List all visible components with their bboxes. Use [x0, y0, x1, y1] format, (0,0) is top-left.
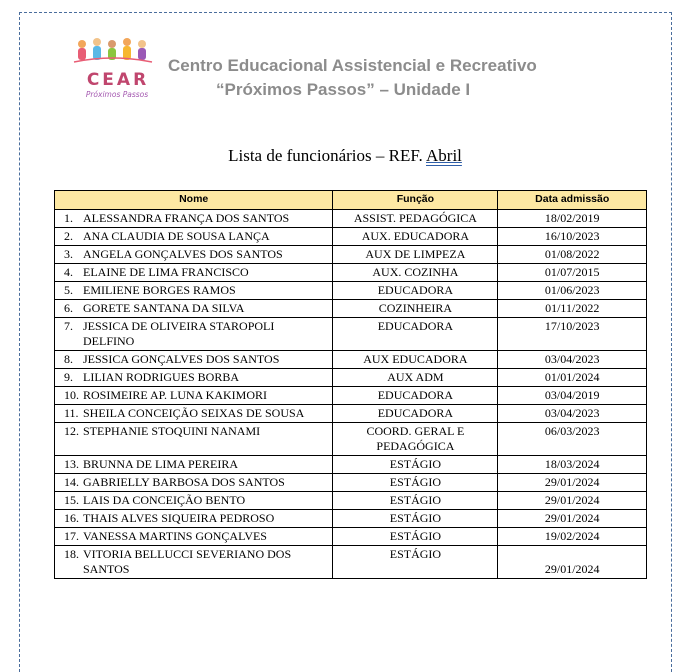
employee-name: ROSIMEIRE AP. LUNA KAKIMORI — [83, 388, 268, 402]
employee-function: ESTÁGIO — [333, 510, 498, 528]
employee-name-cell — [55, 351, 333, 369]
table-row — [55, 264, 647, 282]
row-number: 16. — [64, 511, 79, 525]
employee-name: JESSICA GONÇALVES DOS SANTOS — [83, 352, 280, 366]
row-number: 14. — [64, 475, 79, 489]
table-row — [55, 510, 647, 528]
admission-date: 17/10/2023 — [498, 318, 647, 351]
row-number: 1. — [64, 211, 73, 225]
admission-date: 29/01/2024 — [498, 546, 647, 579]
row-number: 10. — [64, 388, 79, 402]
logo-subtext: Próximos Passos — [85, 90, 149, 99]
employee-name: LILIAN RODRIGUES BORBA — [83, 370, 239, 384]
employee-name: GORETE SANTANA DA SILVA — [83, 301, 245, 315]
employee-name-cell — [55, 423, 333, 456]
employee-name: JESSICA DE OLIVEIRA STAROPOLI DELFINO — [83, 319, 275, 348]
employee-name: THAIS ALVES SIQUEIRA PEDROSO — [83, 511, 275, 525]
table-row — [55, 318, 647, 351]
employee-function: EDUCADORA — [333, 282, 498, 300]
admission-date: 18/02/2019 — [498, 210, 647, 228]
table-row — [55, 474, 647, 492]
admission-date: 01/07/2015 — [498, 264, 647, 282]
table-row — [55, 546, 647, 579]
employee-name: SHEILA CONCEIÇÃO SEIXAS DE SOUSA — [83, 406, 305, 420]
employee-name-cell — [55, 405, 333, 423]
employee-name: GABRIELLY BARBOSA DOS SANTOS — [83, 475, 285, 489]
admission-date: 01/01/2024 — [498, 369, 647, 387]
table-row — [55, 387, 647, 405]
admission-date: 18/03/2024 — [498, 456, 647, 474]
row-number: 17. — [64, 529, 79, 543]
org-name: Centro Educacional Assistencial e Recreativo — [168, 56, 537, 75]
admission-date: 29/01/2024 — [498, 510, 647, 528]
header-admission-date: Data admissão — [498, 191, 647, 210]
table-row — [55, 528, 647, 546]
employee-function: COZINHEIRA — [333, 300, 498, 318]
header-function: Função — [333, 191, 498, 210]
org-unit: “Próximos Passos” – Unidade I — [216, 80, 471, 99]
row-number: 11. — [64, 406, 79, 420]
employee-name: ANGELA GONÇALVES DOS SANTOS — [83, 247, 283, 261]
table-row — [55, 351, 647, 369]
employee-name-cell — [55, 456, 333, 474]
table-row — [55, 282, 647, 300]
employee-function: ESTÁGIO — [333, 474, 498, 492]
row-number: 18. — [64, 547, 79, 561]
admission-date: 06/03/2023 — [498, 423, 647, 456]
employee-name-cell — [55, 318, 333, 351]
row-number: 5. — [64, 283, 73, 297]
employee-name: ELAINE DE LIMA FRANCISCO — [83, 265, 249, 279]
row-number: 13. — [64, 457, 79, 471]
table-row — [55, 210, 647, 228]
row-number: 3. — [64, 247, 73, 261]
admission-date: 19/02/2024 — [498, 528, 647, 546]
employee-name: EMILIENE BORGES RAMOS — [83, 283, 236, 297]
document-title — [0, 146, 690, 166]
table-row — [55, 405, 647, 423]
table-body — [55, 210, 647, 579]
table-row — [55, 228, 647, 246]
employee-function: AUX ADM — [333, 369, 498, 387]
admission-date: 29/01/2024 — [498, 492, 647, 510]
employee-name-cell — [55, 387, 333, 405]
admission-date: 29/01/2024 — [498, 474, 647, 492]
table-row — [55, 369, 647, 387]
employee-name-cell — [55, 246, 333, 264]
employee-name-cell — [55, 474, 333, 492]
table-row — [55, 492, 647, 510]
employee-name-cell — [55, 264, 333, 282]
row-number: 4. — [64, 265, 73, 279]
employee-function: AUX DE LIMPEZA — [333, 246, 498, 264]
employee-name: ALESSANDRA FRANÇA DOS SANTOS — [83, 211, 290, 225]
employee-name-cell — [55, 510, 333, 528]
employee-name: STEPHANIE STOQUINI NANAMI — [83, 424, 261, 438]
employee-name-cell — [55, 228, 333, 246]
employee-function: AUX EDUCADORA — [333, 351, 498, 369]
table-header-row — [55, 191, 647, 210]
table-row — [55, 246, 647, 264]
employee-function: EDUCADORA — [333, 405, 498, 423]
employee-function: AUX. EDUCADORA — [333, 228, 498, 246]
table-row — [55, 423, 647, 456]
employee-name-cell — [55, 528, 333, 546]
row-number: 12. — [64, 424, 79, 438]
table-row — [55, 456, 647, 474]
employee-function: COORD. GERAL E PEDAGÓGICA — [333, 423, 498, 456]
employee-function: ESTÁGIO — [333, 528, 498, 546]
row-number: 15. — [64, 493, 79, 507]
employee-name: ANA CLAUDIA DE SOUSA LANÇA — [83, 229, 270, 243]
employee-name-cell — [55, 546, 333, 579]
row-number: 7. — [64, 319, 73, 333]
employee-name-cell — [55, 300, 333, 318]
employee-function: ESTÁGIO — [333, 492, 498, 510]
employee-table — [54, 190, 647, 579]
employee-name-cell — [55, 282, 333, 300]
logo-text: CEAR — [86, 70, 150, 90]
admission-date: 01/11/2022 — [498, 300, 647, 318]
employee-name-cell — [55, 369, 333, 387]
employee-function: AUX. COZINHA — [333, 264, 498, 282]
header-name: Nome — [55, 191, 333, 210]
employee-name: VITORIA BELLUCCI SEVERIANO DOS SANTOS — [83, 547, 292, 576]
employee-name-cell — [55, 492, 333, 510]
admission-date: 16/10/2023 — [498, 228, 647, 246]
employee-name: VANESSA MARTINS GONÇALVES — [83, 529, 267, 543]
employee-function: ESTÁGIO — [333, 546, 498, 579]
employee-function: ASSIST. PEDAGÓGICA — [333, 210, 498, 228]
admission-date: 01/08/2022 — [498, 246, 647, 264]
row-number: 6. — [64, 301, 73, 315]
admission-date: 03/04/2023 — [498, 351, 647, 369]
row-number: 2. — [64, 229, 73, 243]
document-title-prefix: Lista de funcionários – REF. — [228, 146, 426, 165]
row-number: 9. — [64, 370, 73, 384]
employee-name-cell — [55, 210, 333, 228]
employee-name: BRUNNA DE LIMA PEREIRA — [83, 457, 239, 471]
admission-date: 01/06/2023 — [498, 282, 647, 300]
employee-function: EDUCADORA — [333, 387, 498, 405]
admission-date: 03/04/2023 — [498, 405, 647, 423]
employee-function: EDUCADORA — [333, 318, 498, 351]
document-title-month: Abril — [426, 146, 462, 165]
employee-function: ESTÁGIO — [333, 456, 498, 474]
table-row — [55, 300, 647, 318]
employee-name: LAIS DA CONCEIÇÃO BENTO — [83, 493, 246, 507]
row-number: 8. — [64, 352, 73, 366]
admission-date: 03/04/2019 — [498, 387, 647, 405]
